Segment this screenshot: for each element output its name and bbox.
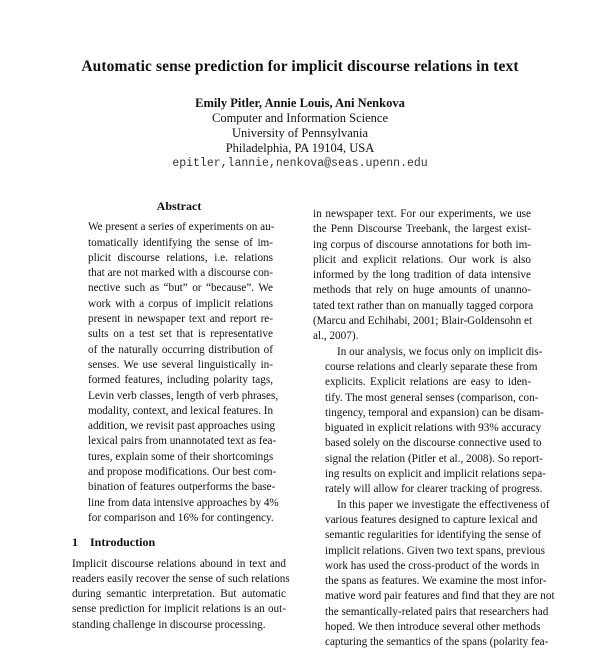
body-line: plicit and explicit relations. Our work is also <box>313 253 531 266</box>
affiliation-line: Computer and Information Science <box>212 111 388 125</box>
body-line: implicit relations. Given two text spans, previous <box>325 544 545 557</box>
abstract-line: addition, we revisit past approaches using <box>88 420 276 433</box>
introduction-line: readers easily recover the sense of such relations <box>72 572 290 585</box>
abstract-line: tomatically identifying the sense of im- <box>88 236 273 249</box>
section-heading-introduction <box>72 535 286 550</box>
body-line: rately will allow for clearer tracking of progress. <box>325 483 543 496</box>
introduction-line: during semantic interpretation. But automatic <box>72 588 286 601</box>
abstract-line: that are not marked with a discourse con- <box>88 267 273 280</box>
body-line: explicits. Explicit relations are easy to iden- <box>325 376 531 389</box>
abstract-line: modality, context, and lexical features. In <box>88 404 274 417</box>
abstract-line: lexical pairs from unannotated text as fea- <box>88 435 277 448</box>
abstract-line: sults on a test set that is representative <box>88 328 273 341</box>
body-line: ing corpus of discourse annotations for both im- <box>313 238 531 251</box>
section-title: Introduction <box>90 535 156 550</box>
body-line: the Penn Discourse Treebank, the largest exist- <box>313 223 531 236</box>
abstract-line: tures, explain some of their shortcomings <box>88 450 274 463</box>
paper-title: Automatic sense prediction for implicit discourse relations in text <box>81 58 519 75</box>
body-line: informed by the long tradition of data intensive <box>313 269 531 282</box>
abstract-line: senses. We use several linguistically in- <box>88 358 273 371</box>
body-line: tify. The most general senses (comparison, con- <box>325 391 539 404</box>
body-line: course relations and clearly separate these from <box>325 360 538 373</box>
abstract-body <box>72 220 286 526</box>
body-line: semantic regularities for identifying the sense of <box>325 529 542 542</box>
section-number: 1 <box>72 535 78 550</box>
body-line: the semantically-related pairs that researchers had <box>325 605 549 618</box>
author-names: Emily Pitler, Annie Louis, Ani Nenkova <box>195 96 405 110</box>
introduction-line: Implicit discourse relations abound in text and <box>72 557 286 570</box>
body-line: mative word pair features and find that they are not <box>325 590 555 603</box>
body-line: In this paper we investigate the effectiveness of <box>337 498 550 511</box>
abstract-line: Levin verb classes, length of verb phrases, <box>88 389 279 402</box>
abstract-heading: Abstract <box>156 199 202 213</box>
body-paragraph <box>313 345 546 498</box>
body-line: capturing the semantics of the spans (polarity fea- <box>325 636 549 649</box>
abstract-line: for comparison and 16% for contingency. <box>88 511 274 524</box>
body-line: signal the relation (Pitler et al., 2008). So report- <box>325 452 543 465</box>
abstract-line: of the naturally occurring distribution of <box>88 343 273 356</box>
abstract-line: plicit discourse relations, i.e. relations <box>88 251 273 264</box>
body-line: based solely on the discourse connective used to <box>325 437 542 450</box>
right-column <box>313 207 555 651</box>
left-column <box>72 199 290 633</box>
introduction-line: sense prediction for implicit relations is an out- <box>72 603 286 616</box>
body-line: methods that rely on huge amounts of unanno- <box>313 284 531 297</box>
body-paragraph <box>313 498 555 651</box>
abstract-line: and propose modifications. Our best com- <box>88 466 277 479</box>
abstract-line: We present a series of experiments on au- <box>88 221 275 234</box>
author-email: epitler,lannie,nenkova@seas.upenn.edu <box>172 157 428 170</box>
body-line: al., 2007). <box>313 330 359 343</box>
body-line: work has used the cross-product of the words in <box>325 559 540 572</box>
body-line: the spans as features. We examine the most infor- <box>325 575 547 588</box>
introduction-line: standing challenge in discourse processing. <box>72 618 266 631</box>
body-paragraph <box>313 207 534 345</box>
body-line: ing results on explicit and implicit relations sepa- <box>325 468 546 481</box>
abstract-line: line from data intensive approaches by 4% <box>88 496 279 509</box>
body-line: various features designed to capture lexical and <box>325 513 538 526</box>
abstract-line: work with a corpus of implicit relations <box>88 297 273 310</box>
body-line: In our analysis, we focus only on implicit dis- <box>337 345 543 358</box>
abstract-line: bination of features outperforms the base- <box>88 481 276 494</box>
body-line: tated text rather than on manually tagged corpora <box>313 299 534 312</box>
abstract-line: present in newspaper text and report re- <box>88 313 273 326</box>
introduction-body <box>72 557 290 633</box>
abstract-line: nective such as “but” or “because”. We <box>88 282 273 295</box>
body-line: in newspaper text. For our experiments, we use <box>313 208 531 220</box>
affiliation-line: University of Pennsylvania <box>231 126 369 140</box>
abstract-line: formed features, including polarity tags, <box>88 374 273 387</box>
body-line: tingency, temporal and expansion) can be disam- <box>325 406 544 419</box>
affiliation-line: Philadelphia, PA 19104, USA <box>225 141 375 155</box>
body-line: hoped. We then introduce several other methods <box>325 621 541 634</box>
body-line: biguated in explicit relations with 93% accuracy <box>325 422 542 435</box>
body-line: (Marcu and Echihabi, 2001; Blair-Goldensohn et <box>313 315 533 328</box>
author-block <box>0 96 600 171</box>
